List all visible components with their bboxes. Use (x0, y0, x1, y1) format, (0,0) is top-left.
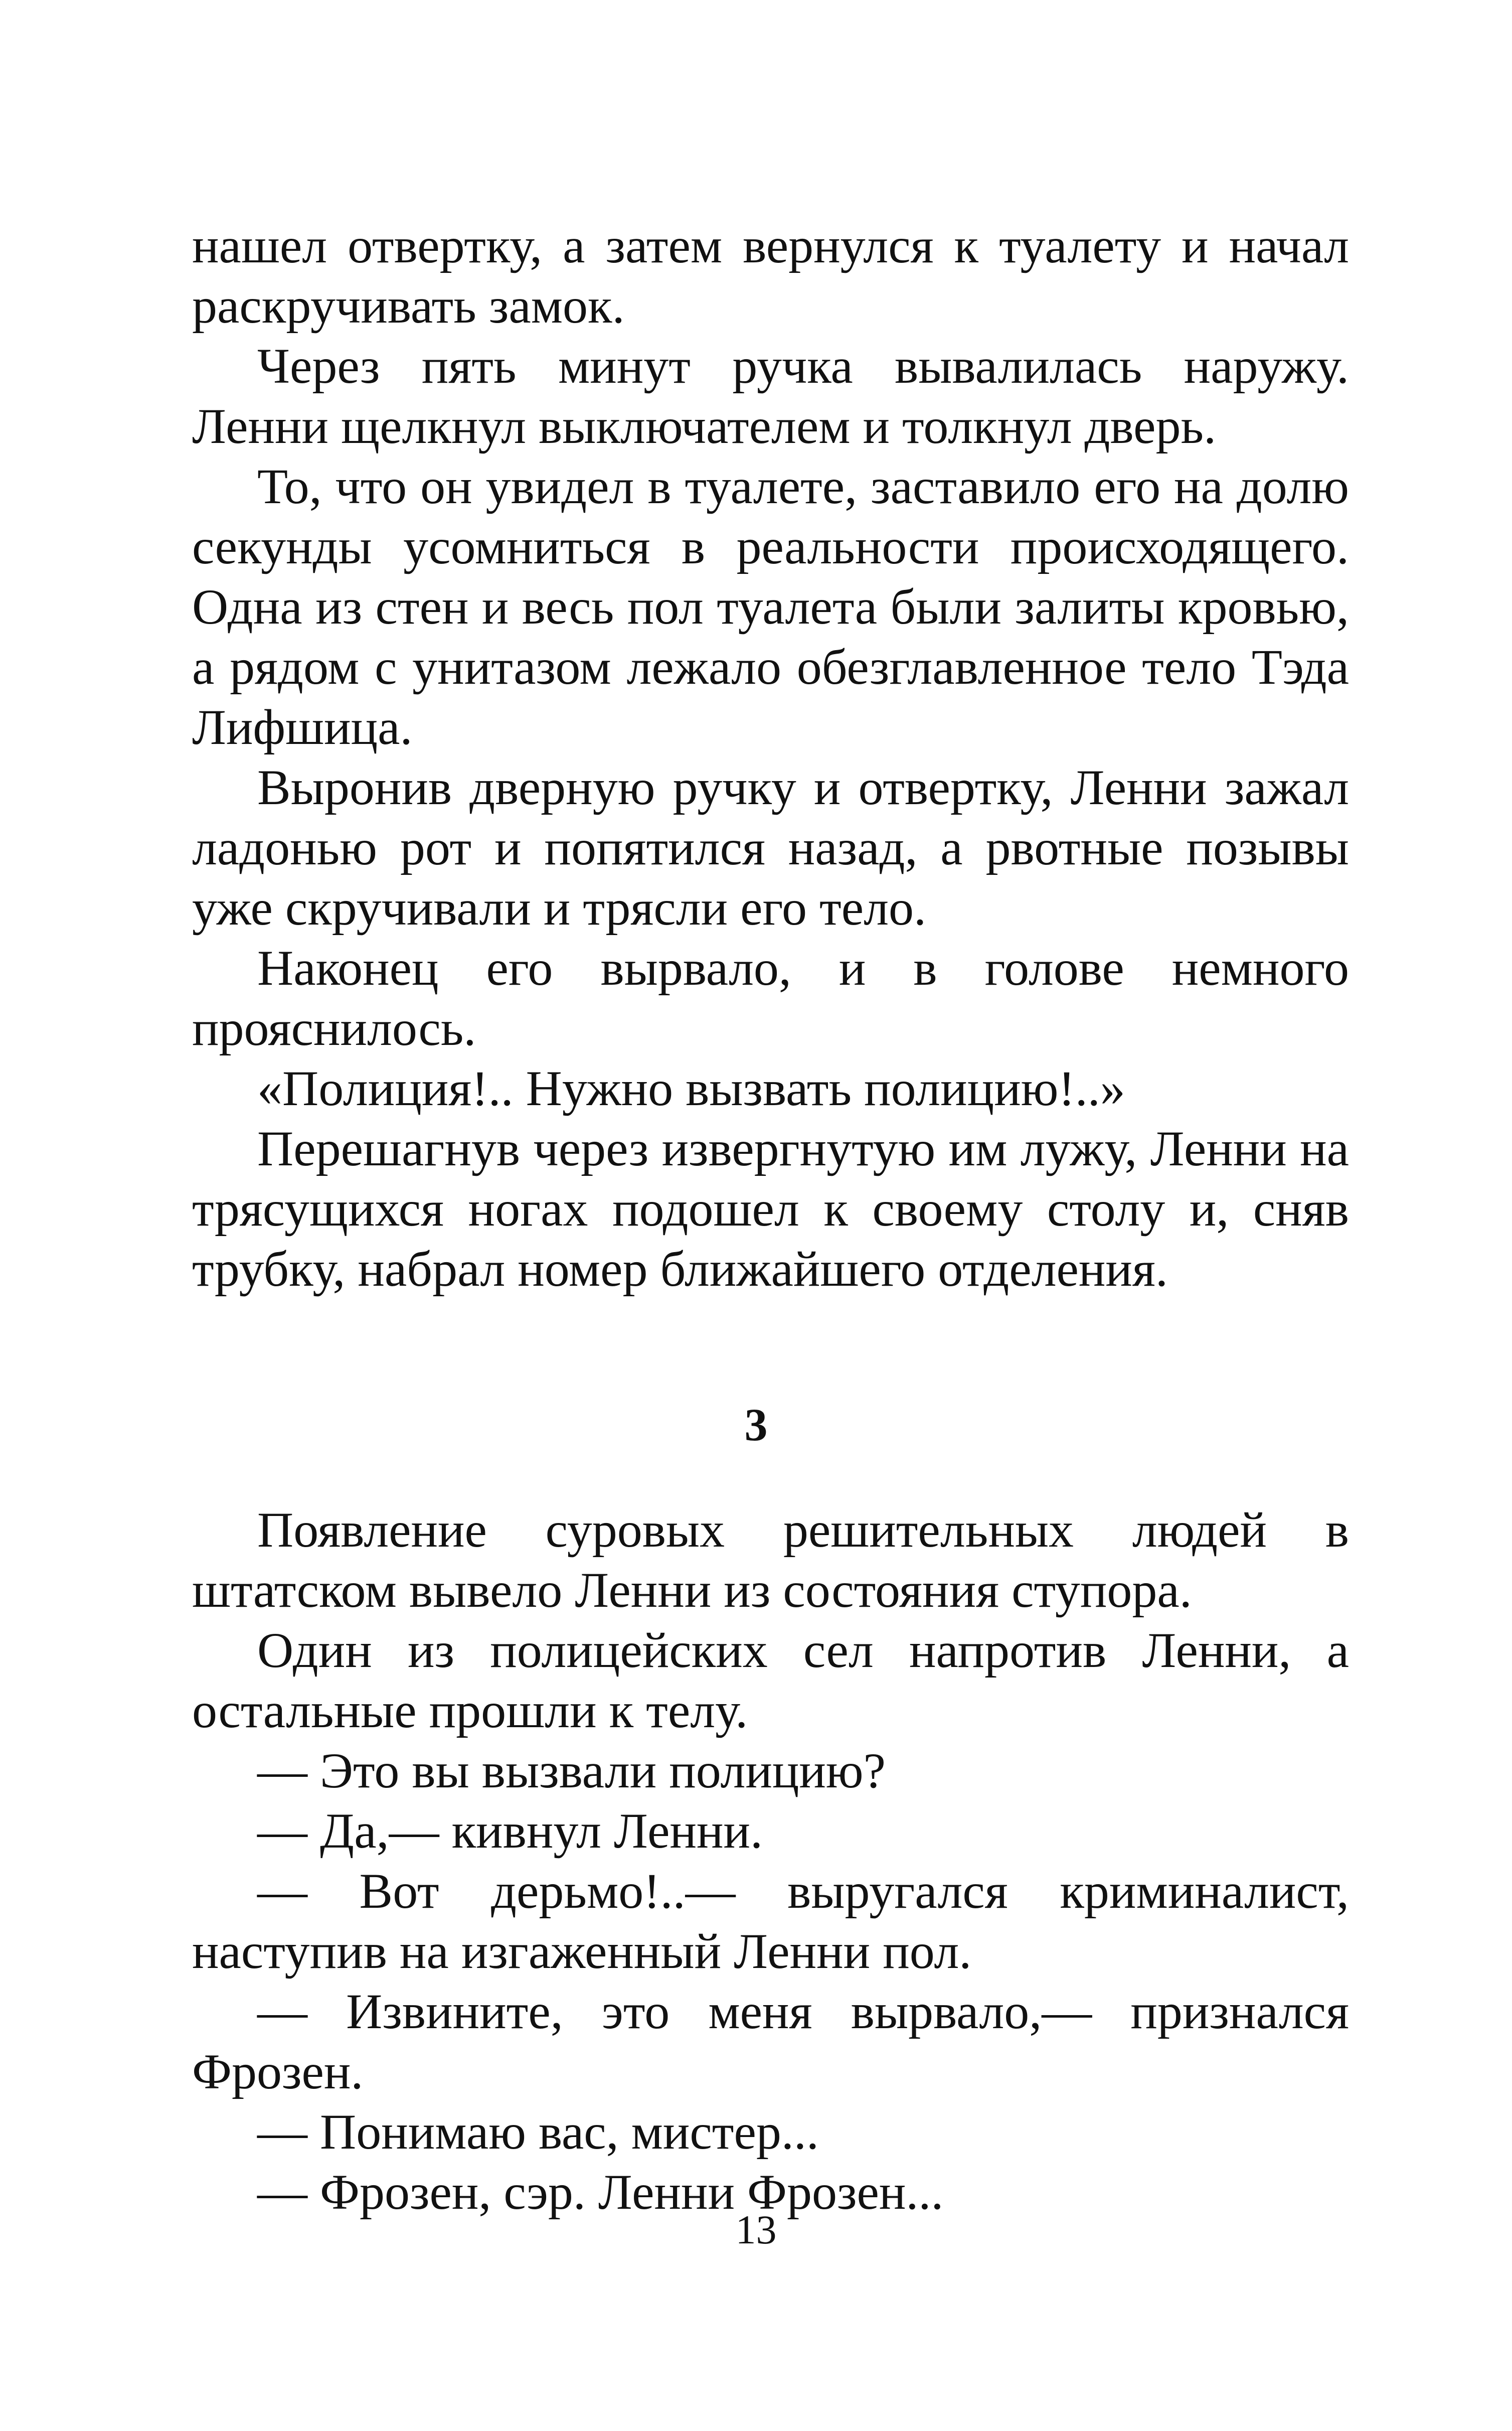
paragraph: Через пять минут ручка вывалилась наружу. Ленни щелкнул выключателем и толкнул дверь. (192, 338, 1349, 454)
dialogue-line: — Вот дерьмо!..— выругался криминалист, наступив на изгаженный Ленни пол. (192, 1863, 1349, 1979)
paragraph: Появление суровых решительных людей в штатском вывело Ленни из состояния ступора. (192, 1502, 1349, 1618)
dialogue-line: — Фрозен, сэр. Ленни Фрозен... (257, 2164, 944, 2220)
page-number: 13 (735, 2207, 777, 2252)
paragraph: Один из полицейских сел напротив Ленни, а остальные прошли к телу. (192, 1622, 1349, 1738)
paragraph: нашел отвертку, а затем вернулся к туалету и начал раскручивать замок. (192, 218, 1349, 334)
paragraph: Выронив дверную ручку и отвертку, Ленни зажал ладонью рот и попятился назад, а рвотные позывы уже скручивали и трясли его тело. (192, 759, 1349, 936)
paragraph: Наконец его вырвало, и в голове немного прояснилось. (192, 940, 1349, 1056)
text-block-top (192, 216, 1349, 1299)
dialogue-line: — Это вы вызвали полицию? (257, 1743, 886, 1798)
text-block-bottom (192, 1500, 1349, 2222)
dialogue-line: — Да,— кивнул Ленни. (257, 1803, 763, 1859)
paragraph: «Полиция!.. Нужно вызвать полицию!..» (257, 1060, 1125, 1116)
paragraph: То, что он увидел в туалете, заставило его на долю секунды усомниться в реальности происходящего. Одна из стен и весь пол туалета были залиты кровью, а рядом с унитазом лежало обезглавленное тело Тэда Лифшица. (192, 459, 1349, 755)
dialogue-line: — Понимаю вас, мистер... (257, 2104, 819, 2160)
chapter-number: 3 (744, 1399, 768, 1450)
paragraph: Перешагнув через извергнутую им лужу, Ленни на трясущихся ногах подошел к своему столу и, сняв трубку, набрал номер ближайшего отделения. (192, 1121, 1349, 1297)
dialogue-line: — Извините, это меня вырвало,— признался Фрозен. (192, 1984, 1349, 2099)
